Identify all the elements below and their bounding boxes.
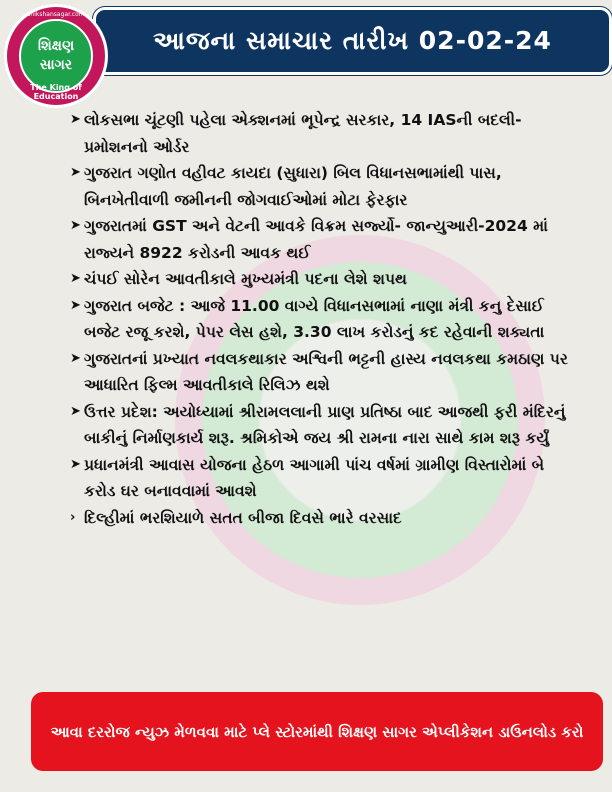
news-item: ➤ ગુજરાત બજેટ : આજે 11.00 વાગ્યે વિધાનસભામાં નાણા મંત્રી કનુ દેસાઈ બજેટ રજૂ કરશે, પેપર લેસ હશે, 3.30 લાખ કરોડનું કદ રહેવાની શક્યતા: [70, 293, 580, 346]
logo-line1: શિક્ષણ: [37, 38, 75, 54]
page-title: આજના સમાચાર તારીખ 02-02-24: [153, 26, 552, 55]
logo-inner-circle: [19, 19, 93, 93]
chevron-right-icon: ›: [70, 509, 76, 525]
arrow-icon: ➤: [70, 271, 81, 286]
news-item: ➤ લોકસભા ચૂંટણી પહેલા એક્શનમાં ભૂપેન્દ્ર સરકાર, 14 IASની બદલી-પ્રમોશનનો ઓર્ડર: [70, 107, 580, 160]
news-item: ➤ ગુજરાતનાં પ્રખ્યાત નવલકથાકાર અશ્વિની ભટ્ટની હાસ્ય નવલકથા કમઠાણ પર આધારિત ફિલ્મ આવતીકાલે રિલિઝ થશે: [70, 346, 580, 399]
logo-url: shikshansagar.com: [27, 11, 85, 18]
arrow-icon: ➤: [70, 403, 81, 419]
news-item: › દિલ્હીમાં ભરશિયાળે સતત બીજા દિવસે ભારે વરસાદ: [70, 505, 580, 532]
news-item: ➤ ચંપઈ સોરેન આવતીકાલે મુખ્યમંત્રી પદના લેશે શપથ: [70, 266, 580, 293]
arrow-icon: ➤: [70, 456, 81, 472]
header-banner: [93, 7, 612, 75]
arrow-icon: ➤: [70, 165, 81, 180]
arrow-icon: ➤: [70, 218, 81, 233]
download-app-banner[interactable]: [31, 692, 603, 771]
news-list: [70, 107, 580, 531]
logo-tagline: The King of Education: [30, 83, 82, 101]
arrow-icon: ➤: [70, 297, 81, 313]
news-item: ➤ ગુજરાતમાં GST અને વેટની આવકે વિક્રમ સર્જ્યો- જાન્યુઆરી-2024 માં રાજ્યને 8922 કરોડની આવક થઈ: [70, 213, 580, 266]
logo-line2: સાગર: [39, 57, 73, 73]
news-item: ➤ ઉત્તર પ્રદેશ: અયોધ્યામાં શ્રીરામલલાની પ્રાણ પ્રતિષ્ઠા બાદ આજથી ફરી મંદિરનું બાકીનું નિર્માણકાર્ય શરૂ. શ્રમિકોએ જય શ્રી રામના નારા સાથે કામ શરૂ કર્યું: [70, 399, 580, 452]
download-app-text: આવા દરરોજ ન્યુઝ મેળવવા માટે પ્લે સ્ટોરમાંથી શિક્ષણ સાગર એપ્લીકેશન ડાઉનલોડ કરો: [50, 722, 584, 741]
arrow-icon: ➤: [70, 112, 81, 127]
news-item: ➤ ગુજરાત ગણોત વહીવટ કાયદા (સુધારા) બિલ વિધાનસભામાંથી પાસ, બિનખેતીવાળી જમીનની જોગવાઈઓમાં મોટા ફેરફાર: [70, 160, 580, 213]
news-item: ➤ પ્રધાનમંત્રી આવાસ યોજના હેઠળ આગામી પાંચ વર્ષમાં ગ્રામીણ વિસ્તારોમાં બે કરોડ ઘર બનાવવામાં આવશે: [70, 452, 580, 505]
brand-logo: [4, 4, 108, 108]
arrow-icon: ➤: [70, 350, 81, 366]
